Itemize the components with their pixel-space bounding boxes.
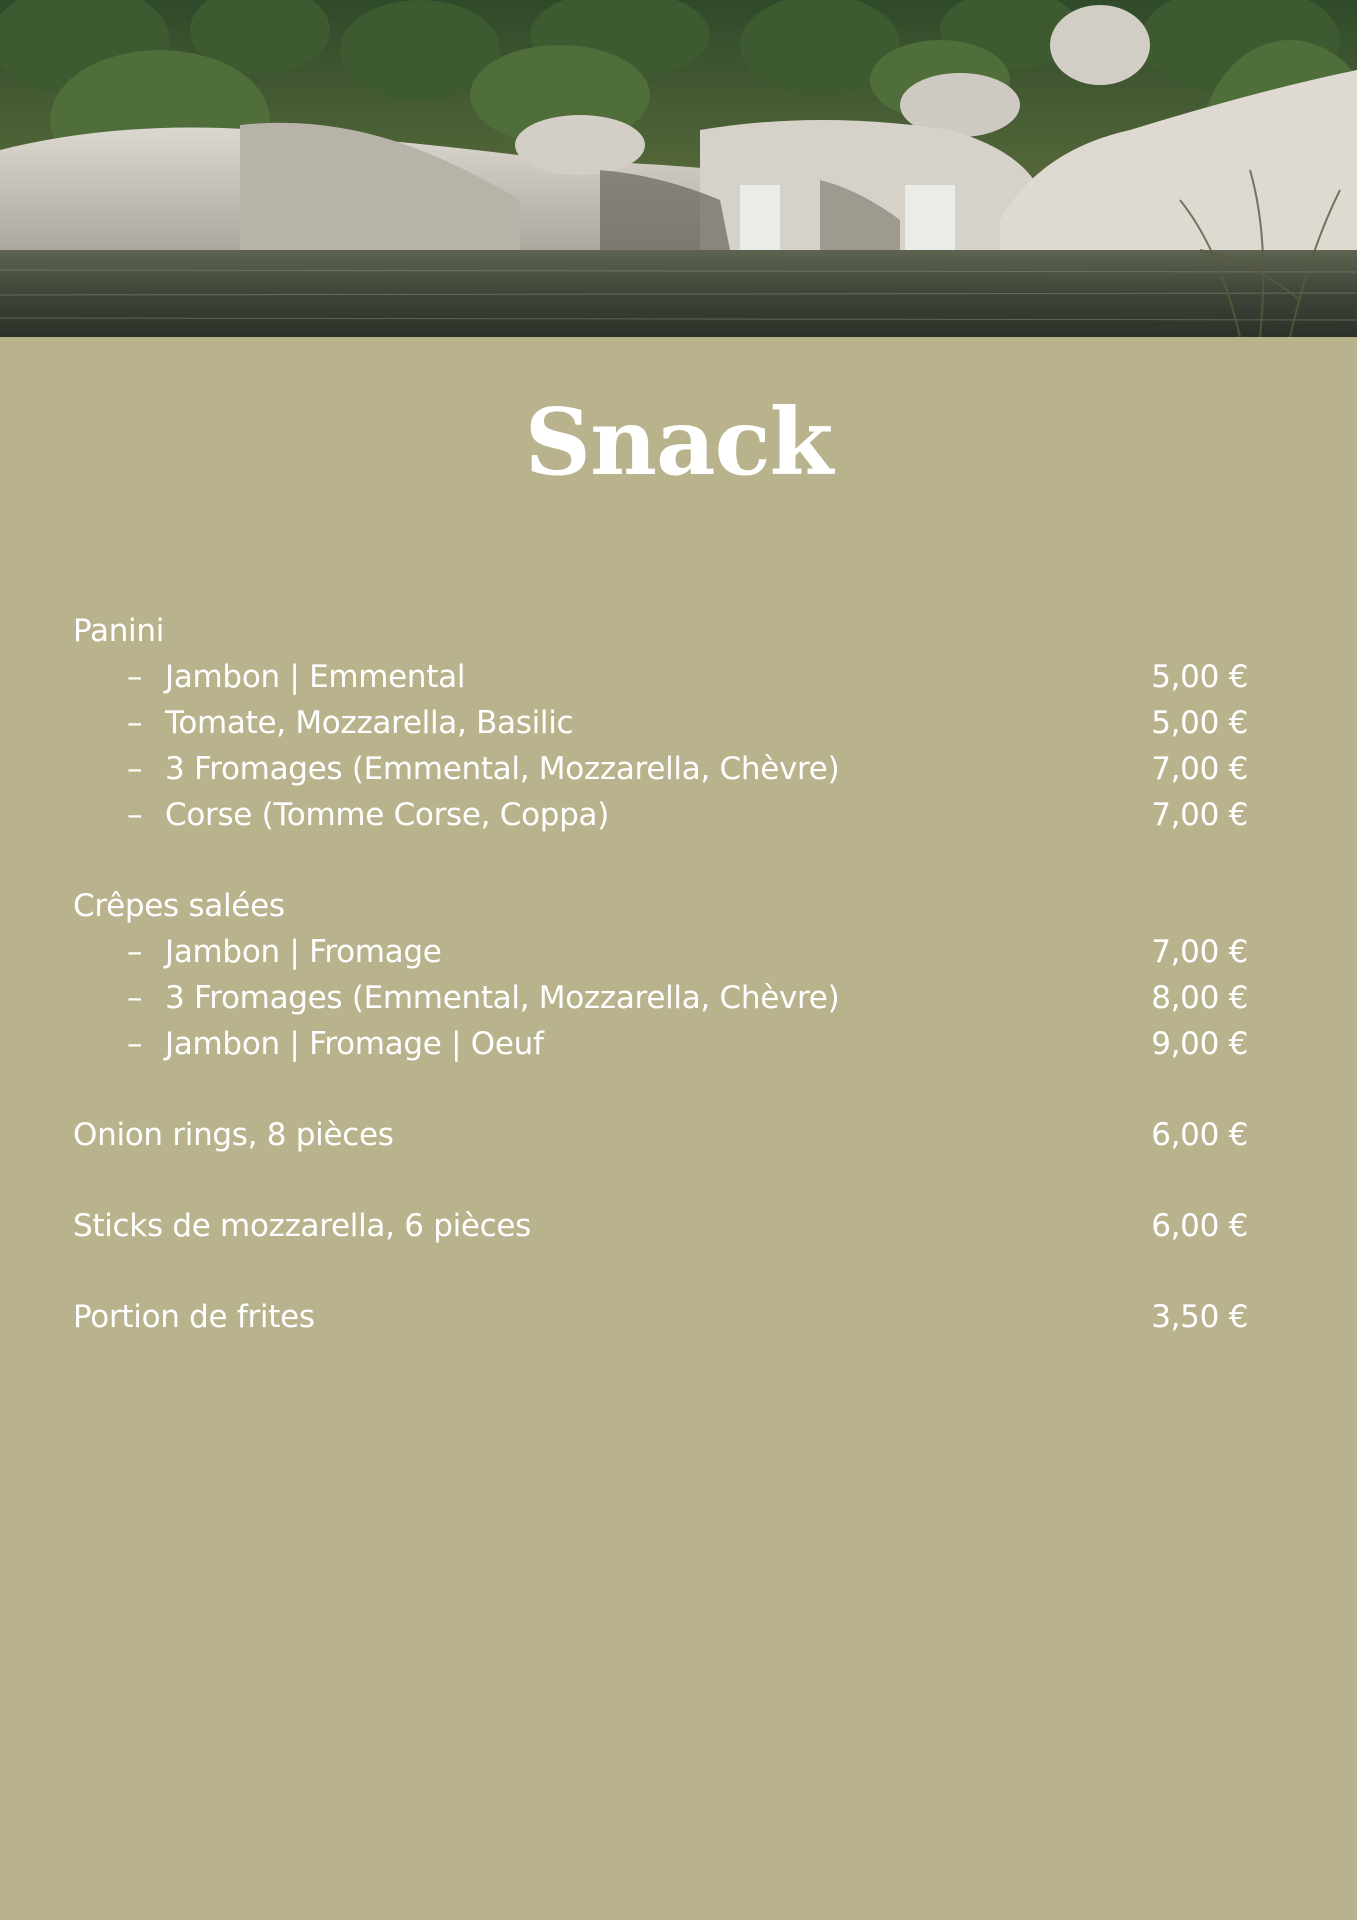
menu-item-label: Corse (Tomme Corse, Coppa) <box>165 797 610 833</box>
menu-section-fries <box>73 1294 1248 1340</box>
menu-section-crepes <box>73 883 1248 1067</box>
section-heading <box>73 608 1248 654</box>
menu-item <box>73 746 1248 792</box>
section-heading-label: Panini <box>73 613 165 649</box>
menu-list <box>73 608 1248 1385</box>
menu-item-label: Onion rings, 8 pièces <box>73 1117 394 1153</box>
menu-item-price: 7,00 € <box>1151 934 1248 970</box>
dash-bullet: – <box>127 934 143 970</box>
menu-item-label: Tomate, Mozzarella, Basilic <box>165 705 574 741</box>
river-landscape-photo <box>0 0 1357 337</box>
menu-item-price: 5,00 € <box>1151 659 1248 695</box>
menu-item <box>73 975 1248 1021</box>
menu-item-label: Jambon | Fromage <box>165 934 442 970</box>
menu-item-price: 8,00 € <box>1151 980 1248 1016</box>
menu-item-label: Jambon | Emmental <box>165 659 466 695</box>
menu-item-price: 7,00 € <box>1151 751 1248 787</box>
dash-bullet: – <box>127 705 143 741</box>
dash-bullet: – <box>127 659 143 695</box>
menu-item <box>73 1021 1248 1067</box>
hero-image <box>0 0 1357 337</box>
dash-bullet: – <box>127 1026 143 1062</box>
menu-item <box>73 654 1248 700</box>
menu-item-price: 9,00 € <box>1151 1026 1248 1062</box>
section-heading-label: Crêpes salées <box>73 888 285 924</box>
page-title: Snack <box>524 388 833 496</box>
menu-item-label: 3 Fromages (Emmental, Mozzarella, Chèvre) <box>165 980 840 1016</box>
menu-item-price: 7,00 € <box>1151 797 1248 833</box>
menu-item <box>73 1203 1248 1249</box>
menu-item-label: Sticks de mozzarella, 6 pièces <box>73 1208 532 1244</box>
dash-bullet: – <box>127 980 143 1016</box>
menu-item-label: 3 Fromages (Emmental, Mozzarella, Chèvre) <box>165 751 840 787</box>
dash-bullet: – <box>127 797 143 833</box>
menu-item <box>73 792 1248 838</box>
dash-bullet: – <box>127 751 143 787</box>
menu-section-mozzarella-sticks <box>73 1203 1248 1249</box>
menu-item-label: Portion de frites <box>73 1299 315 1335</box>
menu-item-price: 5,00 € <box>1151 705 1248 741</box>
menu-item-price: 3,50 € <box>1151 1299 1248 1335</box>
menu-item-label: Jambon | Fromage | Oeuf <box>165 1026 544 1062</box>
section-heading <box>73 883 1248 929</box>
menu-section-panini <box>73 608 1248 838</box>
menu-item <box>73 1112 1248 1158</box>
menu-item <box>73 700 1248 746</box>
menu-item <box>73 1294 1248 1340</box>
menu-item-price: 6,00 € <box>1151 1208 1248 1244</box>
menu-section-onion-rings <box>73 1112 1248 1158</box>
menu-item <box>73 929 1248 975</box>
menu-item-price: 6,00 € <box>1151 1117 1248 1153</box>
